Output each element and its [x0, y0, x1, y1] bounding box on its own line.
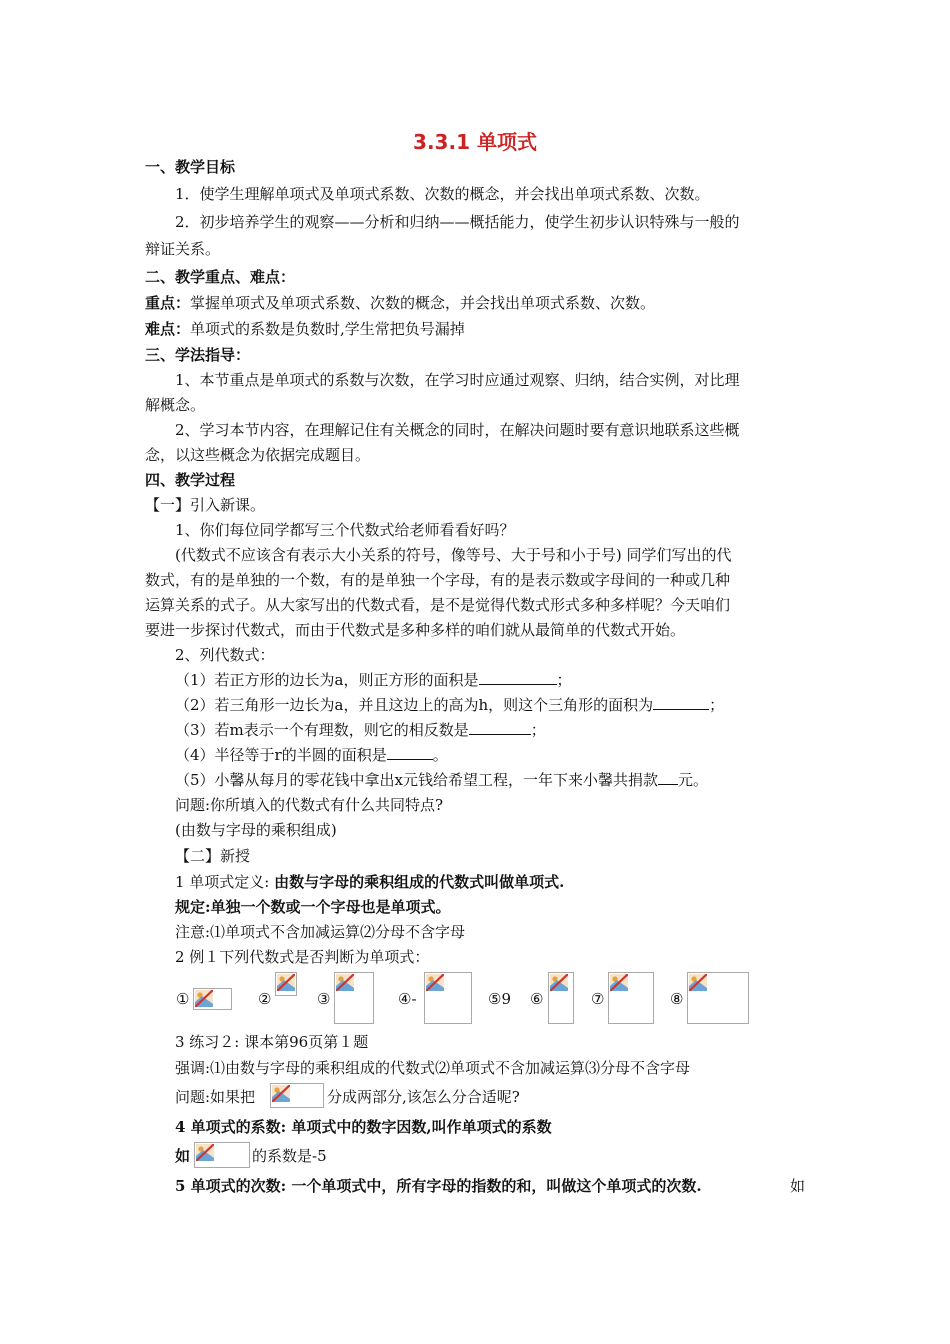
item-1-text: （1）若正方形的边长为a，则正方形的面积是 — [175, 671, 479, 689]
item-4-blank[interactable] — [387, 745, 433, 760]
expression-image-1 — [193, 988, 232, 1010]
difficult-point-text: 单项式的系数是负数时,学生常把负号漏掉 — [190, 320, 465, 338]
item-5-end: 元。 — [678, 771, 709, 789]
item-2-blank[interactable] — [653, 695, 709, 710]
item-1-blank[interactable] — [479, 670, 557, 685]
part-two-heading: 【二】新授 — [175, 847, 251, 865]
item-3-end: ； — [530, 721, 546, 739]
goal-1: 1．使学生理解单项式及单项式系数、次数的概念，并会找出单项式系数、次数。 — [175, 185, 710, 203]
coefficient-expression-image — [194, 1142, 250, 1168]
item-4-text: （4）半径等于r的半圆的面积是 — [175, 746, 387, 764]
rule: 规定:单独一个数或一个字母也是单项式。 — [175, 898, 451, 916]
emphasis: 强调:⑴由数与字母的乘积组成的代数式⑵单项式不含加减运算⑶分母不含字母 — [175, 1059, 691, 1077]
page-title: 3.3.1 单项式 — [413, 130, 537, 154]
item-5-blank[interactable] — [658, 770, 678, 785]
item-5 — [175, 770, 708, 790]
coefficient-definition: 4 单项式的系数: 单项式中的数字因数,叫作单项式的系数 — [175, 1118, 552, 1136]
expression-image-7 — [608, 972, 654, 1024]
method-1-line2: 解概念。 — [145, 396, 206, 414]
item-1-end: ； — [556, 671, 572, 689]
expression-image-6 — [548, 972, 574, 1024]
item-4 — [175, 745, 448, 765]
image-placeholder-icon — [689, 974, 707, 991]
intro-para-line3: 运算关系的式子。从大家写出的代数式看，是不是觉得代数式形式多种多样呢？今天咱们 — [145, 596, 731, 614]
intro-para-line2: 数式，有的是单独的一个数，有的是单独一个字母，有的是表示数或字母间的一种或几种 — [145, 571, 731, 589]
expression-image-3 — [334, 972, 374, 1024]
method-2-line2: 念，以这些概念为依据完成题目。 — [145, 446, 371, 464]
section-heading-goals: 一、教学目标 — [145, 158, 236, 176]
example-label-4: ④- — [398, 990, 417, 1008]
common-feature-answer: (由数与字母的乘积组成) — [175, 821, 337, 839]
image-placeholder-icon — [195, 990, 213, 1007]
goal-2-line1: 2．初步培养学生的观察——分析和归纳——概括能力，使学生初步认识特殊与一般的 — [175, 213, 740, 231]
example-label-1: ① — [176, 990, 190, 1008]
question-1: 1、你们每位同学都写三个代数式给老师看看好吗？ — [175, 521, 515, 539]
item-2-text: （2）若三角形一边长为a，并且这边上的高为h，则这个三角形的面积为 — [175, 696, 654, 714]
item-3 — [175, 720, 546, 740]
split-question-part1: 问题:如果把 — [175, 1088, 256, 1106]
item-1 — [175, 670, 572, 690]
item-2 — [175, 695, 724, 715]
example-label-5: ⑤9 — [488, 990, 511, 1008]
item-3-text: （3）若m表示一个有理数，则它的相反数是 — [175, 721, 469, 739]
common-feature-question: 问题:你所填入的代数式有什么共同特点? — [175, 796, 444, 814]
expression-image-8 — [687, 972, 749, 1024]
item-3-blank[interactable] — [469, 720, 531, 735]
coefficient-example-prefix: 如 — [175, 1147, 191, 1165]
example-1: 2 例１下列代数式是否判断为单项式： — [175, 948, 430, 966]
image-placeholder-icon — [196, 1144, 214, 1161]
goal-2-line2: 辩证关系。 — [145, 240, 221, 258]
section-heading-process: 四、教学过程 — [145, 471, 236, 489]
key-point-text: 掌握单项式及单项式系数、次数的概念，并会找出单项式系数、次数。 — [190, 294, 656, 312]
item-4-end: 。 — [432, 746, 448, 764]
section-heading-method: 三、学法指导： — [145, 346, 251, 364]
method-2-line1: 2、学习本节内容，在理解记住有关概念的同时，在解决问题时要有意识地联系这些概 — [175, 421, 740, 439]
image-placeholder-icon — [550, 974, 568, 991]
section-heading-keypoints: 二、教学重点、难点： — [145, 268, 296, 286]
image-placeholder-icon — [426, 974, 444, 991]
note: 注意:⑴单项式不含加减运算⑵分母不含字母 — [175, 923, 466, 941]
example-label-7: ⑦ — [591, 990, 605, 1008]
item-5-text: （5）小馨从每月的零花钱中拿出x元钱给希望工程，一年下来小馨共捐款 — [175, 771, 659, 789]
split-question-part2: 分成两部分,该怎么分合适呢? — [327, 1088, 520, 1106]
coefficient-example-suffix: 的系数是-5 — [252, 1147, 327, 1165]
split-expression-image — [270, 1083, 324, 1108]
image-placeholder-icon — [277, 974, 295, 991]
difficult-point-label: 难点： — [145, 320, 191, 338]
intro-para-line4: 要进一步探讨代数式，而由于代数式是多种多样的咱们就从最简单的代数式开始。 — [145, 621, 686, 639]
item-2-end: ； — [709, 696, 725, 714]
example-label-3: ③ — [317, 990, 331, 1008]
question-2: 2、列代数式： — [175, 646, 275, 664]
part-one-heading: 【一】引入新课。 — [145, 496, 266, 514]
definition — [175, 872, 564, 892]
key-point — [145, 293, 655, 313]
example-label-8: ⑧ — [670, 990, 684, 1008]
example-label-2: ② — [258, 990, 272, 1008]
expression-image-4 — [424, 972, 472, 1024]
expression-image-2 — [275, 972, 297, 996]
key-point-label: 重点： — [145, 294, 191, 312]
example-label-6: ⑥ — [530, 990, 544, 1008]
definition-label: 1 单项式定义: — [175, 873, 275, 891]
practice-2: 3 练习２: 课本第96页第１题 — [175, 1033, 369, 1051]
degree-definition-tail: 如 — [790, 1177, 806, 1195]
difficult-point — [145, 319, 465, 339]
image-placeholder-icon — [610, 974, 628, 991]
image-placeholder-icon — [272, 1085, 290, 1102]
method-1-line1: 1、本节重点是单项式的系数与次数，在学习时应通过观察、归纳，结合实例，对比理 — [175, 371, 740, 389]
degree-definition: 5 单项式的次数: 一个单项式中，所有字母的指数的和，叫做这个单项式的次数. — [175, 1177, 702, 1195]
image-placeholder-icon — [336, 974, 354, 991]
definition-text: 由数与字母的乘积组成的代数式叫做单项式. — [274, 873, 565, 891]
intro-para-line1: (代数式不应该含有表示大小关系的符号，像等号、大于号和小于号) 同学们写出的代 — [175, 546, 732, 564]
